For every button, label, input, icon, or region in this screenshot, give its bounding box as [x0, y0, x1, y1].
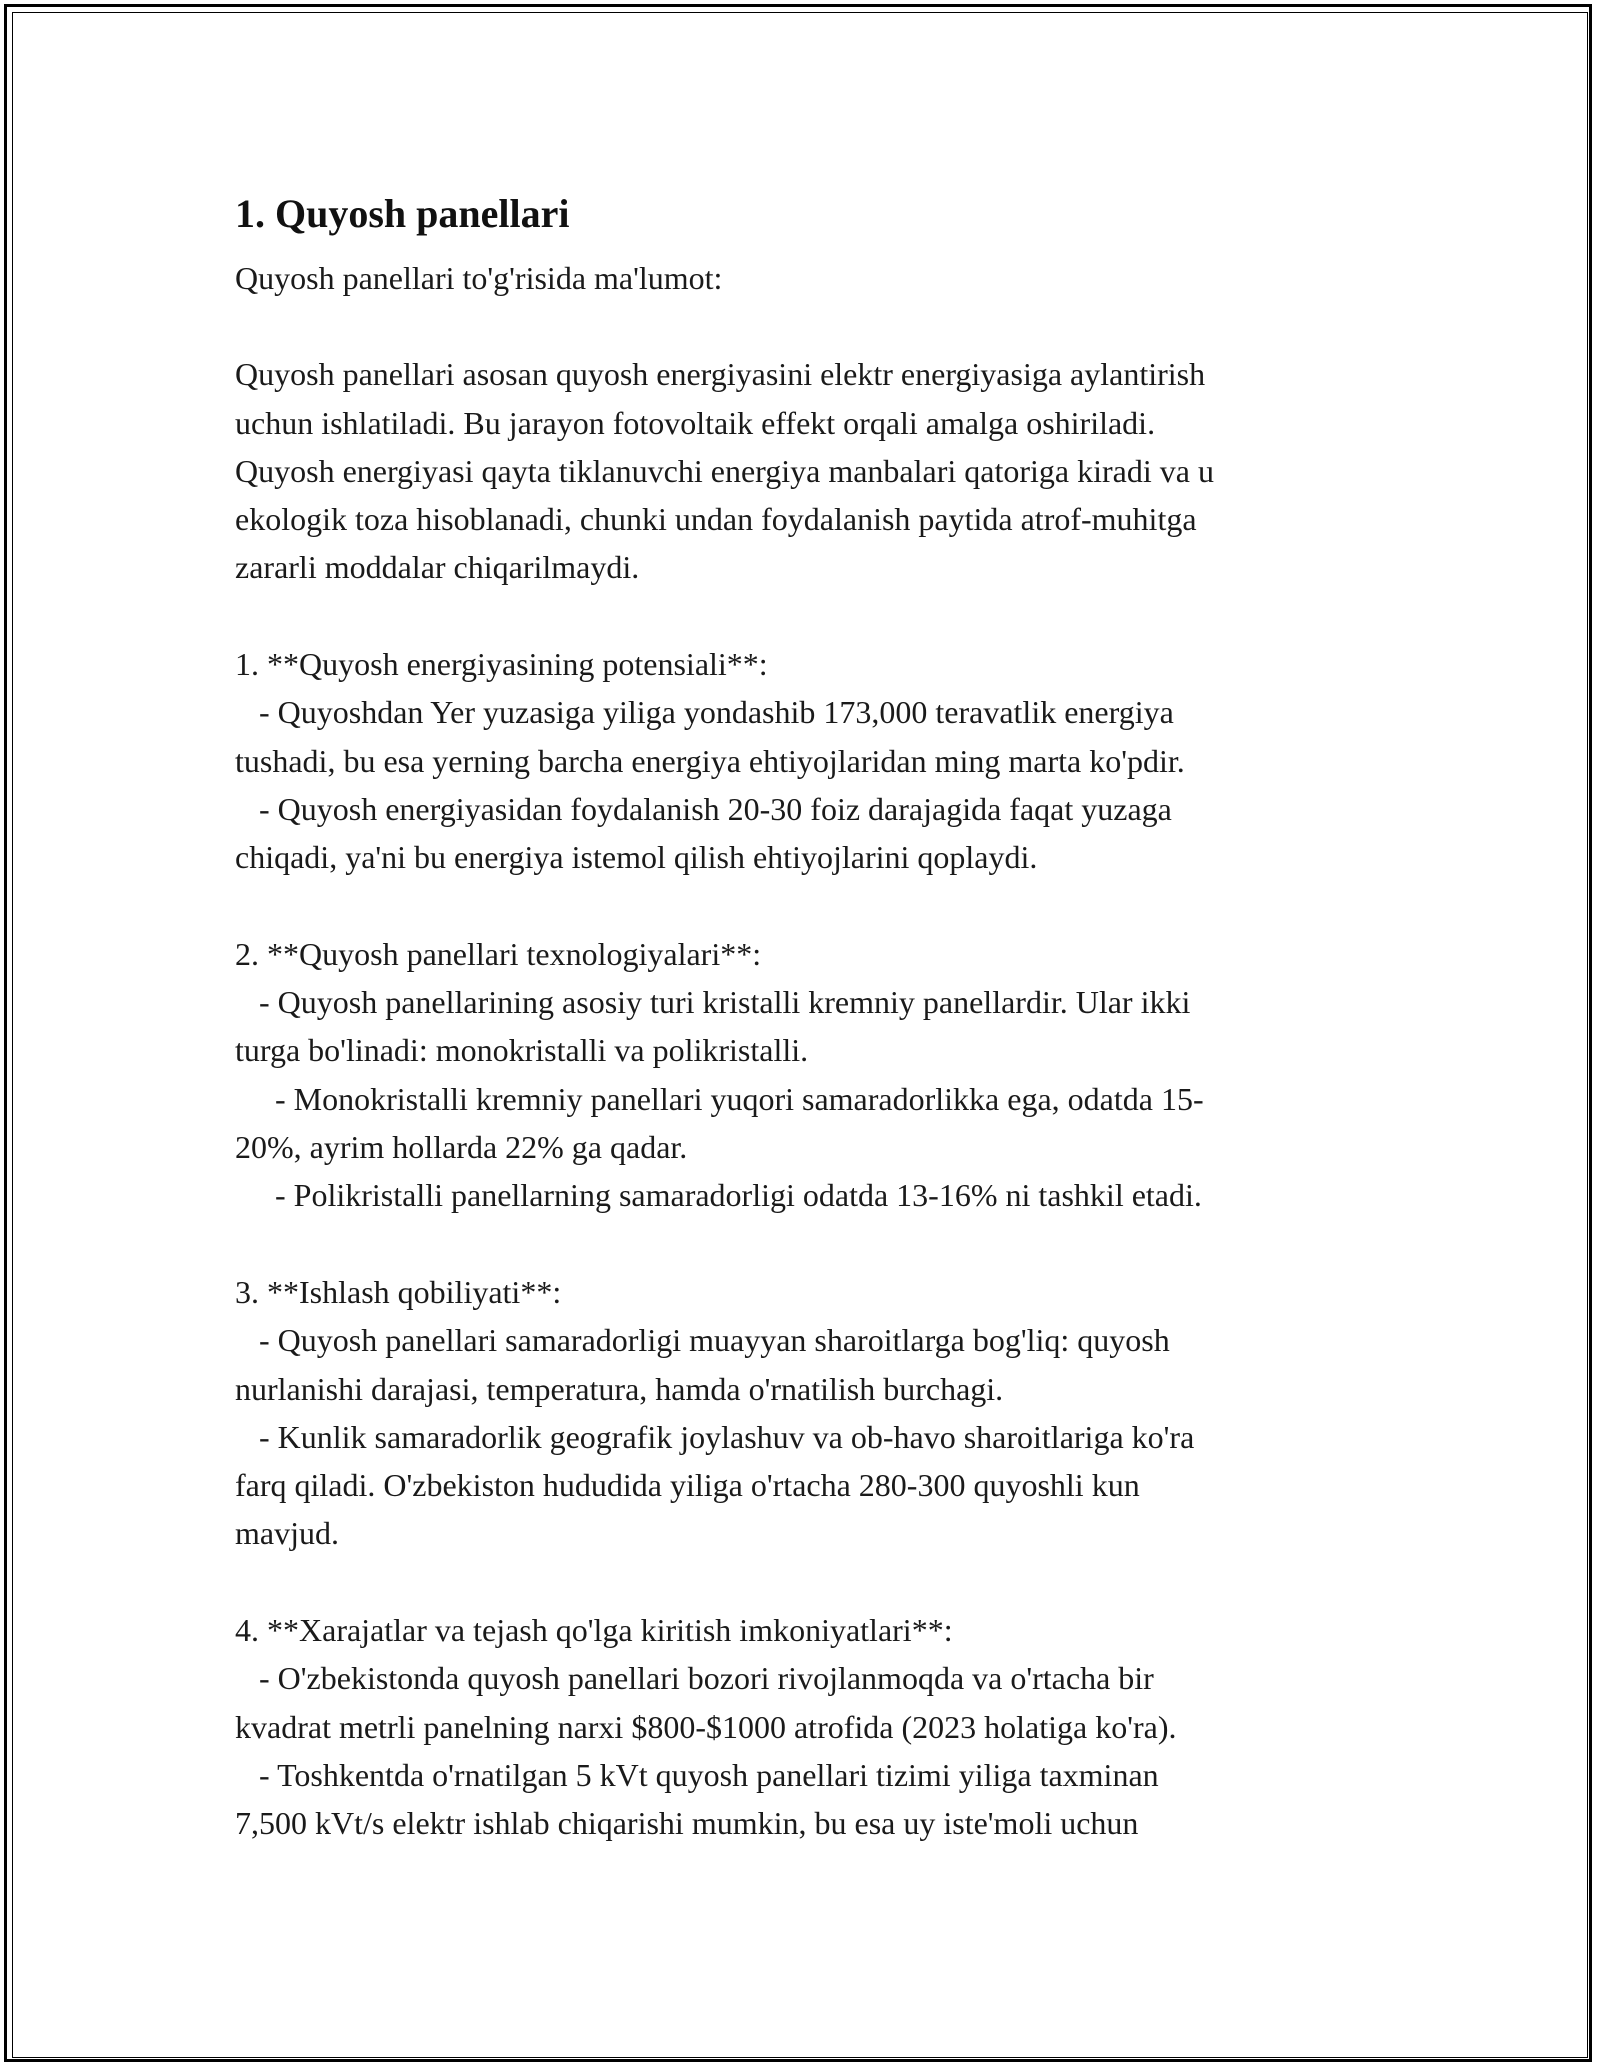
- text-line: Quyosh panellari asosan quyosh energiyasini elektr energiyasiga aylantirish: [235, 356, 1206, 393]
- text-line: - Monokristalli kremniy panellari yuqori samaradorlikka ega, odatda 15-: [235, 1080, 1204, 1117]
- text-line: Quyosh energiyasi qayta tiklanuvchi energiya manbalari qatoriga kiradi va u: [235, 452, 1214, 489]
- text-line: 20%, ayrim hollarda 22% ga qadar.: [235, 1129, 688, 1166]
- document-body: [235, 184, 1405, 1848]
- document-heading: 1. Quyosh panellari: [235, 191, 570, 236]
- text-line: kvadrat metrli panelning narxi $800-$1000 atrofida (2023 holatiga ko'ra).: [235, 1708, 1177, 1745]
- text-line: farq qiladi. O'zbekiston hududida yiliga o'rtacha 280-300 quyoshli kun: [235, 1467, 1140, 1504]
- text-line: - Quyosh panellarining asosiy turi kristalli kremniy panellardir. Ular ikki: [235, 984, 1191, 1021]
- text-line: tushadi, bu esa yerning barcha energiya ehtiyojlaridan ming marta ko'pdir.: [235, 742, 1185, 779]
- text-line: - Kunlik samaradorlik geografik joylashuv va ob-havo sharoitlariga ko'ra: [235, 1418, 1195, 1455]
- text-line: - O'zbekistonda quyosh panellari bozori rivojlanmoqda va o'rtacha bir: [235, 1660, 1154, 1697]
- text-line: 2. **Quyosh panellari texnologiyalari**:: [235, 935, 762, 972]
- text-line: mavjud.: [235, 1515, 339, 1552]
- intro-line: Quyosh panellari to'g'risida ma'lumot:: [235, 260, 723, 296]
- text-line: turga bo'linadi: monokristalli va polikristalli.: [235, 1032, 809, 1069]
- text-line: uchun ishlatiladi. Bu jarayon fotovoltaik effekt orqali amalga oshiriladi.: [235, 404, 1156, 441]
- text-line: - Quyosh panellari samaradorligi muayyan sharoitlarga bog'liq: quyosh: [235, 1322, 1170, 1359]
- document-lines: [235, 302, 1405, 1848]
- blank-line: [235, 592, 1405, 640]
- text-line: zararli moddalar chiqarilmaydi.: [235, 549, 640, 586]
- text-line: 4. **Xarajatlar va tejash qo'lga kiritish imkoniyatlari**:: [235, 1612, 953, 1649]
- text-line: chiqadi, ya'ni bu energiya istemol qilish ehtiyojlarini qoplaydi.: [235, 839, 1038, 876]
- blank-line: [235, 302, 1405, 350]
- blank-line: [235, 882, 1405, 930]
- text-line: - Polikristalli panellarning samaradorligi odatda 13-16% ni tashkil etadi.: [235, 1177, 1202, 1214]
- text-line: 7,500 kVt/s elektr ishlab chiqarishi mumkin, bu esa uy iste'moli uchun: [235, 1805, 1139, 1842]
- text-line: nurlanishi darajasi, temperatura, hamda o'rnatilish burchagi.: [235, 1370, 1004, 1407]
- text-line: - Toshkentda o'rnatilgan 5 kVt quyosh panellari tizimi yiliga taxminan: [235, 1756, 1159, 1793]
- blank-line: [235, 1558, 1405, 1606]
- text-line: - Quyosh energiyasidan foydalanish 20-30 foiz darajagida faqat yuzaga: [235, 790, 1172, 827]
- blank-line: [235, 1220, 1405, 1268]
- text-line: 1. **Quyosh energiyasining potensiali**:: [235, 646, 768, 683]
- text-line: ekologik toza hisoblanadi, chunki undan foydalanish paytida atrof-muhitga: [235, 501, 1197, 538]
- text-line: 3. **Ishlash qobiliyati**:: [235, 1273, 562, 1310]
- text-line: - Quyoshdan Yer yuzasiga yiliga yondashib 173,000 teravatlik energiya: [235, 694, 1174, 731]
